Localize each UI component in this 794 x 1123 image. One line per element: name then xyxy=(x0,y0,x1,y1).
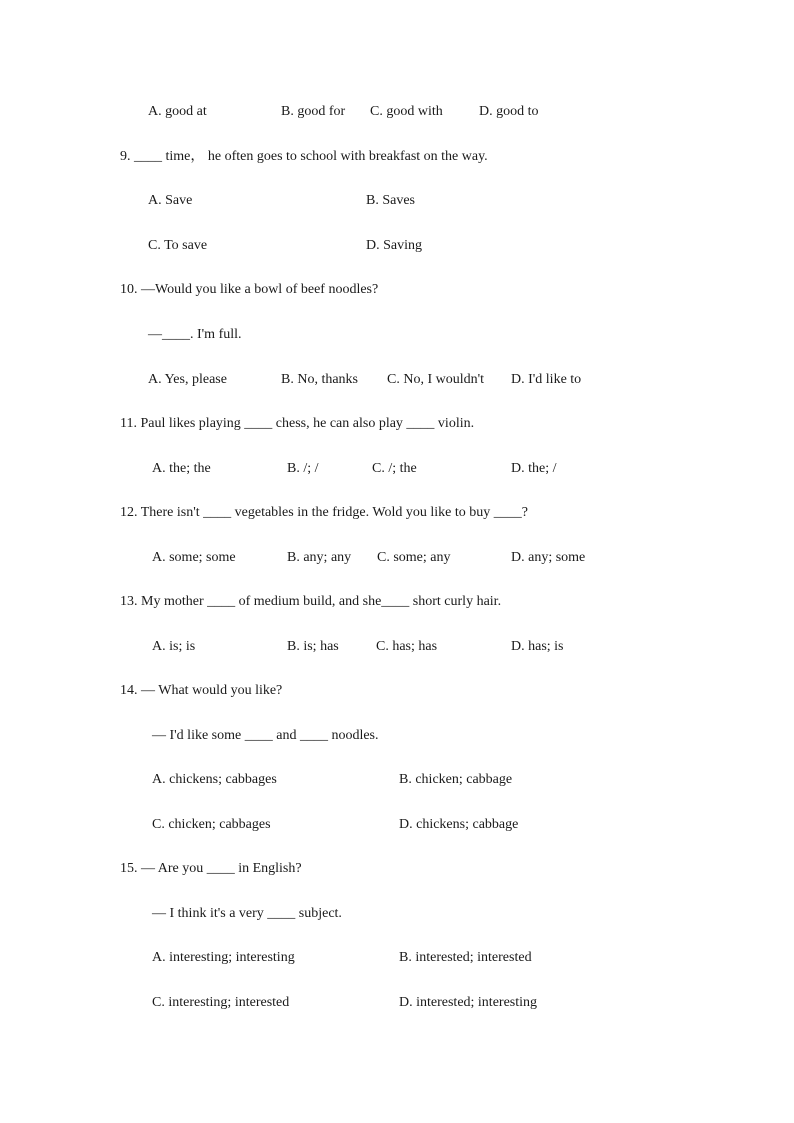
q10-option-b: B. No, thanks xyxy=(281,372,358,387)
q11-stem: 11. Paul likes playing ____ chess, he can also play ____ violin. xyxy=(120,416,475,431)
q13-stem: 13. My mother ____ of medium build, and she____ short curly hair. xyxy=(120,594,502,609)
q11-option-d: D. the; / xyxy=(511,461,557,476)
q13-option-a: A. is; is xyxy=(152,639,196,654)
q8-option-a: A. good at xyxy=(148,104,207,119)
q14-option-b: B. chicken; cabbage xyxy=(399,772,513,787)
q15-option-a: A. interesting; interesting xyxy=(152,950,295,965)
q10-option-d: D. I'd like to xyxy=(511,372,582,387)
q15-stem: 15. — Are you ____ in English? xyxy=(120,861,302,876)
q15-option-d: D. interested; interesting xyxy=(399,995,538,1010)
q10-option-a: A. Yes, please xyxy=(148,372,227,387)
q10-option-c: C. No, I wouldn't xyxy=(387,372,485,387)
q11-option-c: C. /; the xyxy=(372,461,417,476)
q8-option-c: C. good with xyxy=(370,104,443,119)
q9-option-d: D. Saving xyxy=(366,238,422,253)
q9-option-c: C. To save xyxy=(148,238,208,253)
q14-reply: — I'd like some ____ and ____ noodles. xyxy=(152,728,379,743)
q9-stem: 9. ____ time， he often goes to school with breakfast on the way. xyxy=(120,149,488,164)
q13-option-c: C. has; has xyxy=(376,639,438,654)
q10-reply: —____. I'm full. xyxy=(148,327,242,342)
q11-option-b: B. /; / xyxy=(287,461,319,476)
q9-option-b: B. Saves xyxy=(366,193,415,208)
q13-option-b: B. is; has xyxy=(287,639,339,654)
q12-stem: 12. There isn't ____ vegetables in the fridge. Wold you like to buy ____? xyxy=(120,505,528,520)
q15-reply: — I think it's a very ____ subject. xyxy=(152,906,342,921)
q9-option-a: A. Save xyxy=(148,193,193,208)
q15-option-b: B. interested; interested xyxy=(399,950,532,965)
q14-option-c: C. chicken; cabbages xyxy=(152,817,271,832)
q14-option-d: D. chickens; cabbage xyxy=(399,817,519,832)
q14-option-a: A. chickens; cabbages xyxy=(152,772,277,787)
q11-option-a: A. the; the xyxy=(152,461,211,476)
q12-option-b: B. any; any xyxy=(287,550,352,565)
q13-option-d: D. has; is xyxy=(511,639,564,654)
q12-option-a: A. some; some xyxy=(152,550,236,565)
q12-option-c: C. some; any xyxy=(377,550,451,565)
q8-option-d: D. good to xyxy=(479,104,539,119)
q14-stem: 14. — What would you like? xyxy=(120,683,283,698)
q8-option-b: B. good for xyxy=(281,104,346,119)
q12-option-d: D. any; some xyxy=(511,550,586,565)
q15-option-c: C. interesting; interested xyxy=(152,995,290,1010)
q10-stem: 10. —Would you like a bowl of beef noodles? xyxy=(120,282,379,297)
